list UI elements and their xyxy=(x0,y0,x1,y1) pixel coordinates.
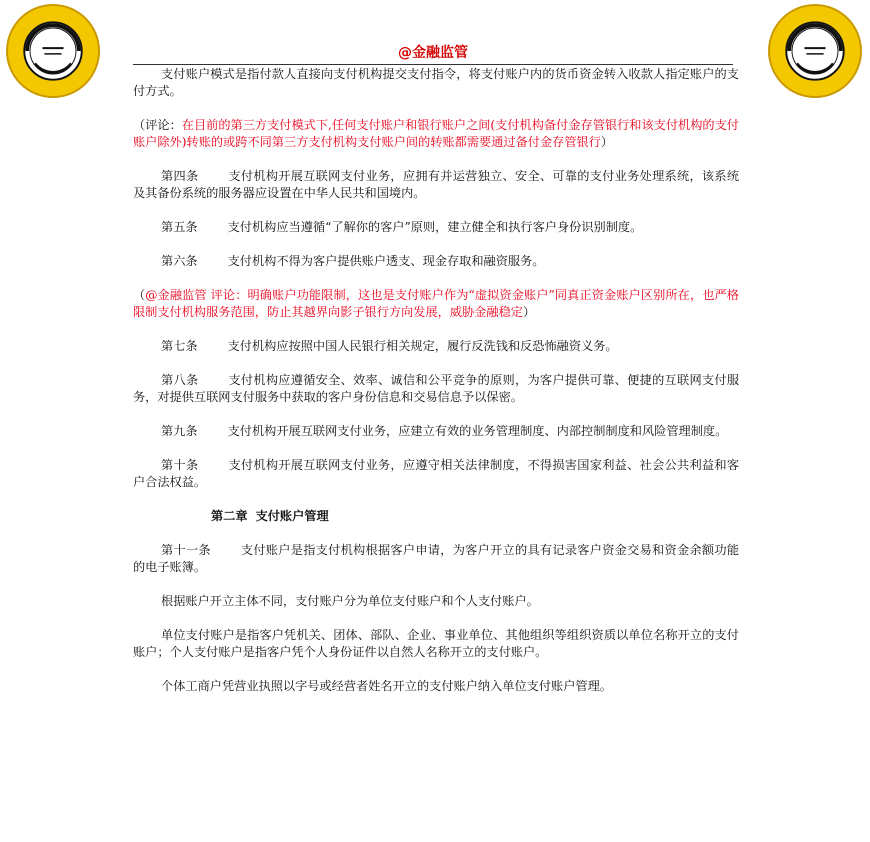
article-8 xyxy=(133,372,739,406)
abbyy-seal-icon xyxy=(8,6,98,96)
article-9-text: 支付机构开展互联网支付业务，应建立有效的业务管理制度、内部控制制度和风险管理制度。 xyxy=(227,424,728,438)
paragraph-account-types: 根据账户开立主体不同，支付账户分为单位支付账户和个人支付账户。 xyxy=(161,594,539,608)
article-6 xyxy=(133,253,739,270)
article-9-number: 第九条 xyxy=(161,424,198,438)
comment-1 xyxy=(133,117,739,151)
article-5-number: 第五条 xyxy=(161,220,198,234)
document-body xyxy=(133,66,739,695)
article-5 xyxy=(133,219,739,236)
article-9 xyxy=(133,423,739,440)
comment-2-body: @金融监管 评论：明确账户功能限制，这也是支付账户作为“虚拟资金账户”同真正资金账户区别所在，也严格限制支付机构服务范围，防止其越界向影子银行方向发展，威胁金融稳定 xyxy=(133,288,739,319)
article-7-text: 支付机构应按照中国人民银行相关规定，履行反洗钱和反恐怖融资义务。 xyxy=(227,339,618,353)
abbyy-seal-icon xyxy=(770,6,860,96)
article-11-text: 支付账户是指支付机构根据客户申请，为客户开立的具有记录客户资金交易和资金余额功能的电子账簿。 xyxy=(133,543,740,574)
chapter-title: 支付账户管理 xyxy=(255,509,329,523)
article-7-number: 第七条 xyxy=(161,339,198,353)
comment-2 xyxy=(133,287,739,321)
comment-1-body: 在目前的第三方支付模式下,任何支付账户和银行账户之间(支付机构备付金存管银行和该支付机构的支付账户除外)转账的或跨不同第三方支付机构支付账户间的转账都需要通过备付金存管银行 xyxy=(133,118,739,149)
page-header xyxy=(133,42,733,65)
article-4-text: 支付机构开展互联网支付业务，应拥有并运营独立、安全、可靠的支付业务处理系统，该系统及其备份系统的服务器应设置在中华人民共和国境内。 xyxy=(133,169,740,200)
article-6-text: 支付机构不得为客户提供账户透支、现金存取和融资服务。 xyxy=(227,254,545,268)
comment-2-open: （ xyxy=(133,288,146,302)
chapter-heading xyxy=(133,508,739,525)
page-title: @金融监管 xyxy=(398,45,468,61)
paragraph-unit-personal-account: 单位支付账户是指客户凭机关、团体、部队、企业、事业单位、其他组织等组织资质以单位名称开立的支付账户；个人支付账户是指客户凭个人身份证件以自然人名称开立的支付账户。 xyxy=(133,628,739,659)
article-6-number: 第六条 xyxy=(161,254,198,268)
paragraph-account-mode: 支付账户模式是指付款人直接向支付机构提交支付指令，将支付账户内的货币资金转入收款人指定账户的支付方式。 xyxy=(133,67,739,98)
article-11-number: 第十一条 xyxy=(161,543,211,557)
article-4-number: 第四条 xyxy=(161,169,199,183)
article-8-text: 支付机构应遵循安全、效率、诚信和公平竞争的原则，为客户提供可靠、便捷的互联网支付服务，对提供互联网支付服务中获取的客户身份信息和交易信息予以保密。 xyxy=(133,373,740,404)
comment-1-open: （评论： xyxy=(133,118,182,132)
article-10-text: 支付机构开展互联网支付业务，应遵守相关法律制度，不得损害国家利益、社会公共利益和客户合法权益。 xyxy=(133,458,740,489)
article-10 xyxy=(133,457,739,491)
chapter-number: 第二章 xyxy=(211,509,248,523)
comment-2-close: ） xyxy=(523,305,536,319)
paragraph-individual-business: 个体工商户凭营业执照以字号或经营者姓名开立的支付账户纳入单位支付账户管理。 xyxy=(161,679,612,693)
article-8-number: 第八条 xyxy=(161,373,199,387)
abbyy-stamp-right[interactable] xyxy=(768,4,862,98)
article-5-text: 支付机构应当遵循“了解你的客户”原则，建立健全和执行客户身份识别制度。 xyxy=(227,220,643,234)
comment-1-close: ） xyxy=(600,135,614,149)
abbyy-stamp-left[interactable] xyxy=(6,4,100,98)
article-4 xyxy=(133,168,739,202)
article-11 xyxy=(133,542,739,576)
article-7 xyxy=(133,338,739,355)
article-10-number: 第十条 xyxy=(161,458,199,472)
